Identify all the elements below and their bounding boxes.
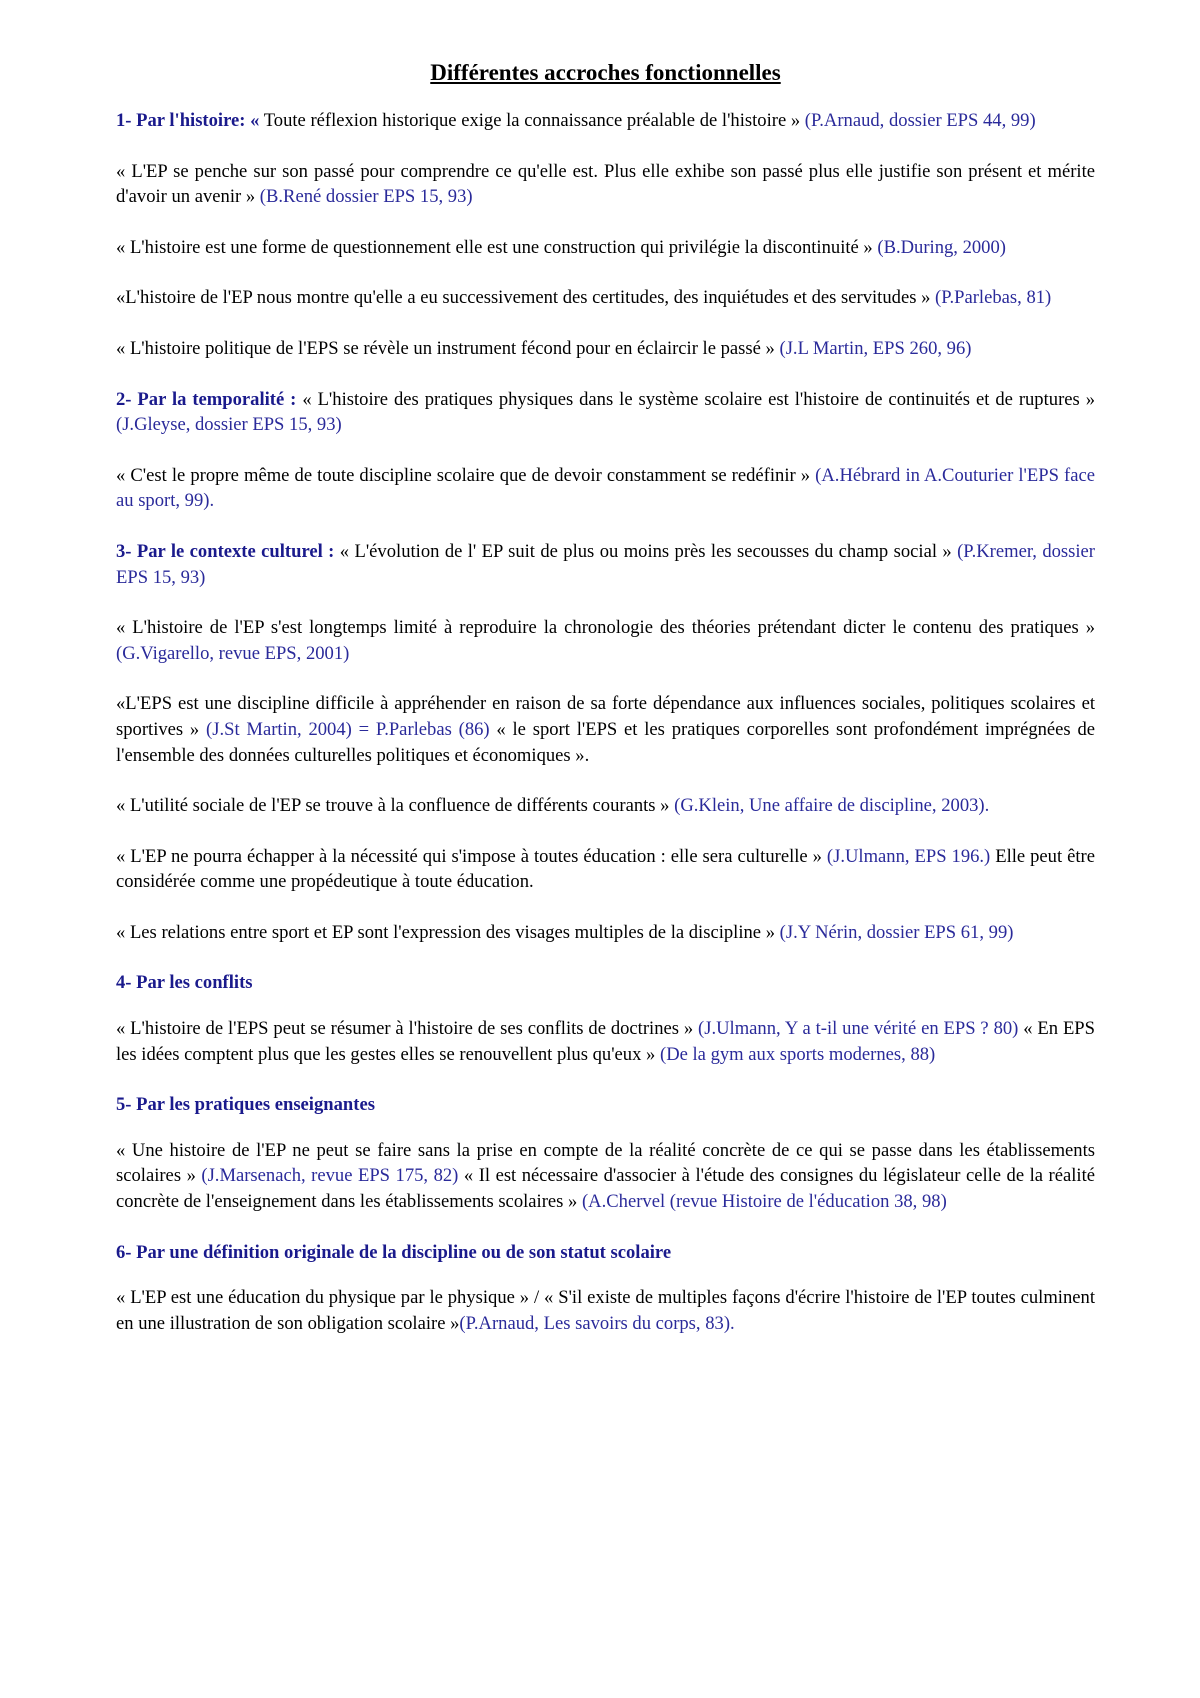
section-heading-paragraph	[116, 539, 1095, 590]
citation-source: (J.L Martin, EPS 260, 96)	[779, 337, 972, 359]
citation-source: (P.Kremer, dossier EPS 15, 93)	[116, 540, 1095, 588]
document-body	[116, 108, 1095, 1336]
quote-paragraph	[116, 1285, 1095, 1336]
quote-text: « L'histoire politique de l'EPS se révèle un instrument fécond pour en éclaircir le passé »	[116, 337, 780, 359]
quote-paragraph	[116, 615, 1095, 666]
citation-source: (J.Ulmann, EPS 196.)	[826, 845, 991, 867]
citation-source: (G.Vigarello, revue EPS, 2001)	[116, 642, 350, 664]
quote-text: «L'histoire de l'EP nous montre qu'elle a eu successivement des certitudes, des inquiétudes et des servitudes »	[116, 287, 936, 309]
section-heading: 4- Par les conflits	[116, 972, 253, 994]
quote-text: « En EPS les idées comptent plus que les gestes elles se renouvellent plus qu'eux »	[116, 1018, 1095, 1065]
citation-source: (P.Arnaud, dossier EPS 44, 99)	[804, 110, 1036, 131]
section-heading-paragraph	[116, 1092, 1095, 1118]
citation-source: (J.Marsenach, revue EPS 175, 82)	[201, 1165, 459, 1187]
quote-paragraph	[116, 235, 1095, 261]
citation-source: (J.Ulmann, Y a t-il une vérité en EPS ? 80)	[698, 1018, 1019, 1040]
citation-source: (G.Klein, Une affaire de discipline, 2003).	[674, 795, 990, 817]
section-heading: 2- Par la temporalité :	[116, 388, 297, 410]
citation-source: (A.Hébrard in A.Couturier l'EPS face au sport, 99).	[116, 464, 1095, 512]
quote-text: « L'histoire de l'EPS peut se résumer à l'histoire de ses conflits de doctrines »	[116, 1018, 699, 1040]
citation-source: (P.Parlebas, 81)	[935, 287, 1052, 309]
document-page	[116, 58, 1095, 1361]
quote-paragraph	[116, 285, 1095, 311]
citation-source: (P.Arnaud, Les savoirs du corps, 83).	[459, 1312, 735, 1334]
quote-text: «L'EPS est une discipline difficile à appréhender en raison de sa forte dépendance aux influences sociales, politiques scolaires et sportives »	[116, 693, 1095, 740]
section-heading-paragraph	[116, 387, 1095, 438]
quote-paragraph	[116, 691, 1095, 768]
section-heading-paragraph	[116, 970, 1095, 996]
quote-paragraph	[116, 1016, 1095, 1067]
quote-text: « L'histoire est une forme de questionnement elle est une construction qui privilégie la discontinuité »	[116, 236, 878, 258]
citation-source: (J.Y Nérin, dossier EPS 61, 99)	[779, 921, 1014, 943]
section-heading: 5- Par les pratiques enseignantes	[116, 1094, 375, 1116]
quote-text: « L'EP ne pourra échapper à la nécessité qui s'impose à toutes éducation : elle sera culturelle »	[116, 845, 827, 867]
quote-paragraph	[116, 793, 1095, 819]
citation-source: (J.St Martin, 2004) = P.Parlebas (86)	[206, 718, 490, 740]
citation-source: (J.Gleyse, dossier EPS 15, 93)	[116, 414, 342, 436]
quote-paragraph	[116, 336, 1095, 362]
quote-text: « Les relations entre sport et EP sont l'expression des visages multiples de la discipline »	[116, 921, 780, 943]
quote-text: « L'EP est une éducation du physique par le physique » / « S'il existe de multiples façons d'écrire l'histoire de l'EP toutes culminent en une illustration de son obligation scolaire »	[116, 1287, 1095, 1334]
citation-source: (B.During, 2000)	[877, 236, 1006, 258]
quote-text: « le sport l'EPS et les pratiques corporelles sont profondément imprégnées de l'ensemble des données culturelles politiques et économiques ».	[116, 718, 1095, 766]
citation-source: (De la gym aux sports modernes, 88)	[660, 1043, 936, 1065]
quote-text: « Il est nécessaire d'associer à l'étude des consignes du législateur celle de la réalité concrète de l'enseignement dans les établissements scolaires »	[116, 1165, 1095, 1213]
citation-source: (A.Chervel (revue Histoire de l'éducation 38, 98)	[581, 1191, 947, 1213]
quote-text: « C'est le propre même de toute discipline scolaire que de devoir constamment se redéfinir »	[116, 464, 816, 486]
quote-text: « L'évolution de l' EP suit de plus ou moins près les secousses du champ social »	[334, 540, 958, 562]
section-heading: 1- Par l'histoire: «	[116, 110, 260, 131]
section-heading: 6- Par une définition originale de la discipline ou de son statut scolaire	[116, 1241, 672, 1263]
quote-text: « L'utilité sociale de l'EP se trouve à la confluence de différents courants »	[116, 795, 675, 817]
quote-text: « L'histoire des pratiques physiques dans le système scolaire est l'histoire de continuités et de ruptures »	[296, 388, 1095, 410]
section-heading-paragraph	[116, 108, 1095, 134]
quote-text: Elle peut être considérée comme une propédeutique à toute éducation.	[116, 845, 1095, 893]
document-title: Différentes accroches fonctionnelles	[430, 60, 781, 85]
quote-text: Toute réflexion historique exige la connaissance préalable de l'histoire »	[259, 110, 805, 131]
quote-paragraph	[116, 463, 1095, 514]
quote-paragraph	[116, 844, 1095, 895]
quote-text: « Une histoire de l'EP ne peut se faire sans la prise en compte de la réalité concrète de ce qui se passe dans les établissements scolaires »	[116, 1139, 1095, 1187]
quote-text: « L'EP se penche sur son passé pour comprendre ce qu'elle est. Plus elle exhibe son passé plus elle justifie son présent et mérite d'avoir un avenir »	[116, 160, 1095, 208]
section-heading-paragraph	[116, 1240, 1095, 1266]
quote-paragraph	[116, 159, 1095, 210]
quote-paragraph	[116, 920, 1095, 946]
quote-text: « L'histoire de l'EP s'est longtemps limité à reproduire la chronologie des théories prétendant dicter le contenu des pratiques »	[116, 617, 1095, 639]
section-heading: 3- Par le contexte culturel :	[116, 540, 335, 562]
quote-paragraph	[116, 1138, 1095, 1215]
citation-source: (B.René dossier EPS 15, 93)	[259, 186, 473, 208]
